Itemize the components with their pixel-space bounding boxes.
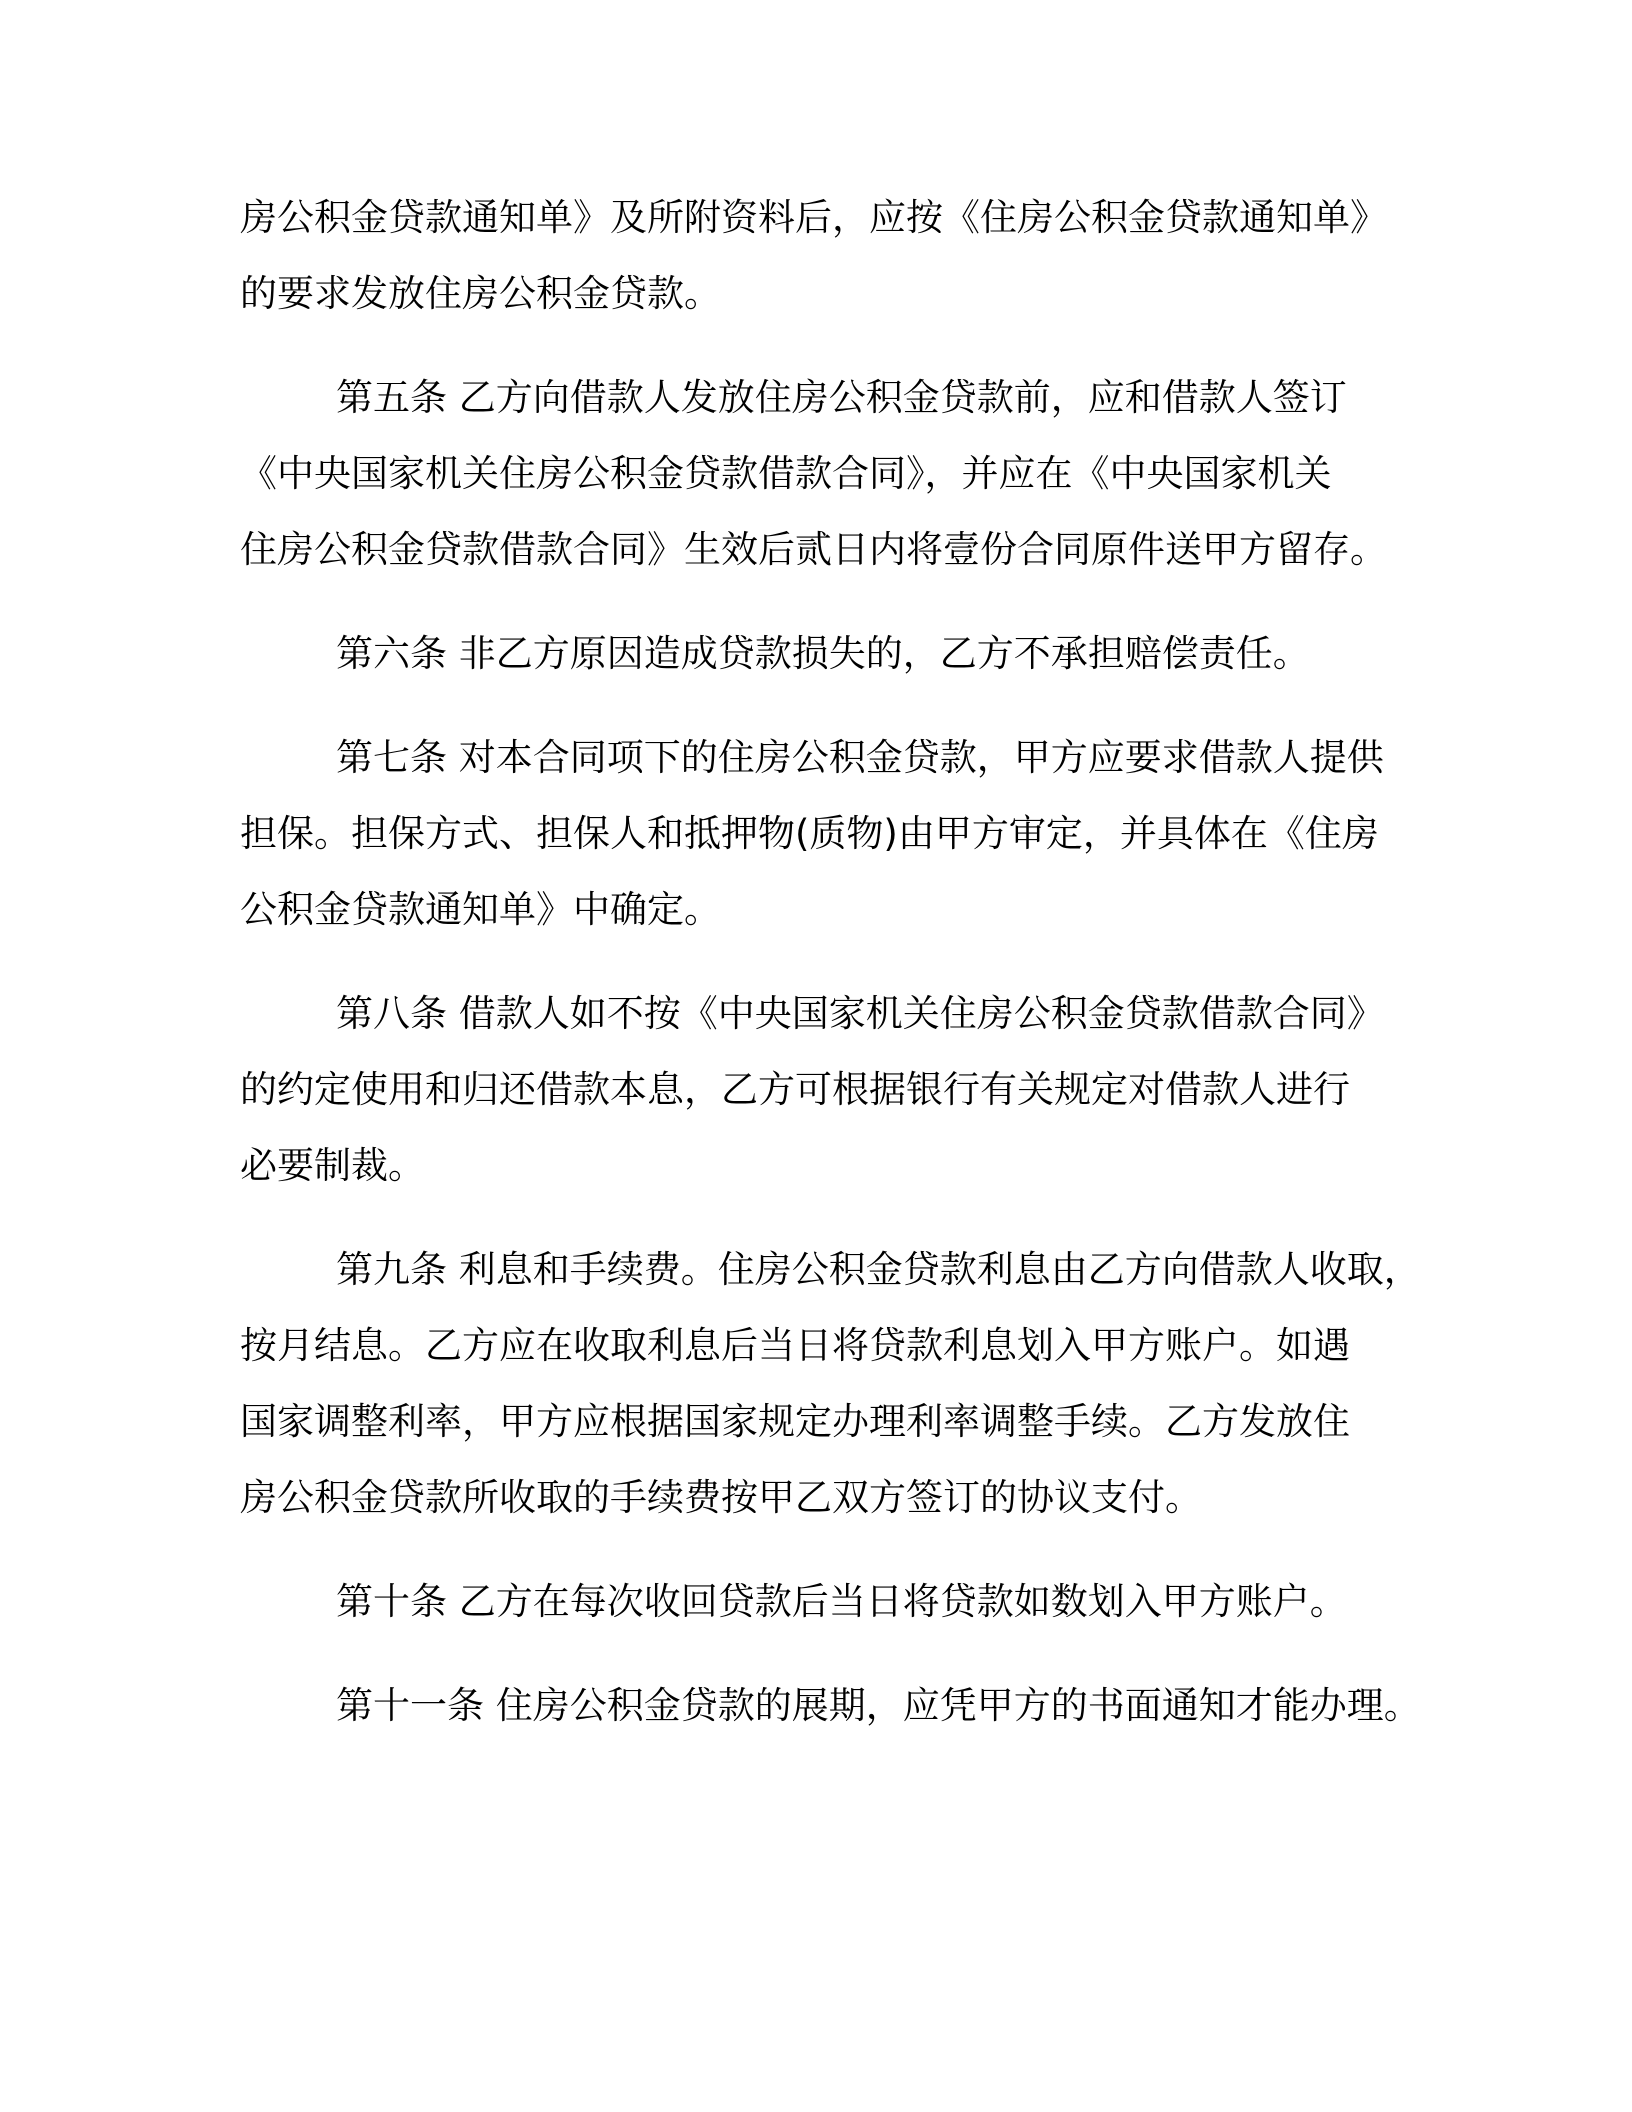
article-5-line: 第五条 乙方向借款人发放住房公积金贷款前，应和借款人签订 [336, 376, 1347, 419]
paragraph-line: 房公积金贷款通知单》及所附资料后，应按《住房公积金贷款通知单》 [240, 196, 1387, 239]
paragraph-line: 的要求发放住房公积金贷款。 [240, 272, 721, 315]
article-7-line: 第七条 对本合同项下的住房公积金贷款，甲方应要求借款人提供 [336, 736, 1384, 779]
article-9-line: 按月结息。乙方应在收取利息后当日将贷款利息划入甲方账户。如遇 [240, 1324, 1350, 1367]
article-8-line: 的约定使用和归还借款本息，乙方可根据银行有关规定对借款人进行 [240, 1068, 1350, 1111]
article-7-line: 公积金贷款通知单》中确定。 [240, 888, 721, 931]
article-9-line: 房公积金贷款所收取的手续费按甲乙双方签订的协议支付。 [240, 1476, 1202, 1519]
article-6-line: 第六条 非乙方原因造成贷款损失的，乙方不承担赔偿责任。 [336, 632, 1310, 675]
article-8-line: 必要制裁。 [240, 1144, 425, 1187]
article-7-line: 担保。担保方式、担保人和抵押物(质物)由甲方审定，并具体在《住房 [240, 812, 1379, 855]
article-11-line: 第十一条 住房公积金贷款的展期，应凭甲方的书面通知才能办理。 [336, 1684, 1421, 1727]
article-9-line: 国家调整利率，甲方应根据国家规定办理利率调整手续。乙方发放住 [240, 1400, 1350, 1443]
article-5-line: 住房公积金贷款借款合同》生效后贰日内将壹份合同原件送甲方留存。 [240, 528, 1387, 571]
article-10-line: 第十条 乙方在每次收回贷款后当日将贷款如数划入甲方账户。 [336, 1580, 1347, 1623]
article-9-line: 第九条 利息和手续费。住房公积金贷款利息由乙方向借款人收取， [336, 1248, 1421, 1291]
article-5-line: 《中央国家机关住房公积金贷款借款合同》，并应在《中央国家机关 [240, 452, 1332, 495]
article-8-line: 第八条 借款人如不按《中央国家机关住房公积金贷款借款合同》 [336, 992, 1384, 1035]
